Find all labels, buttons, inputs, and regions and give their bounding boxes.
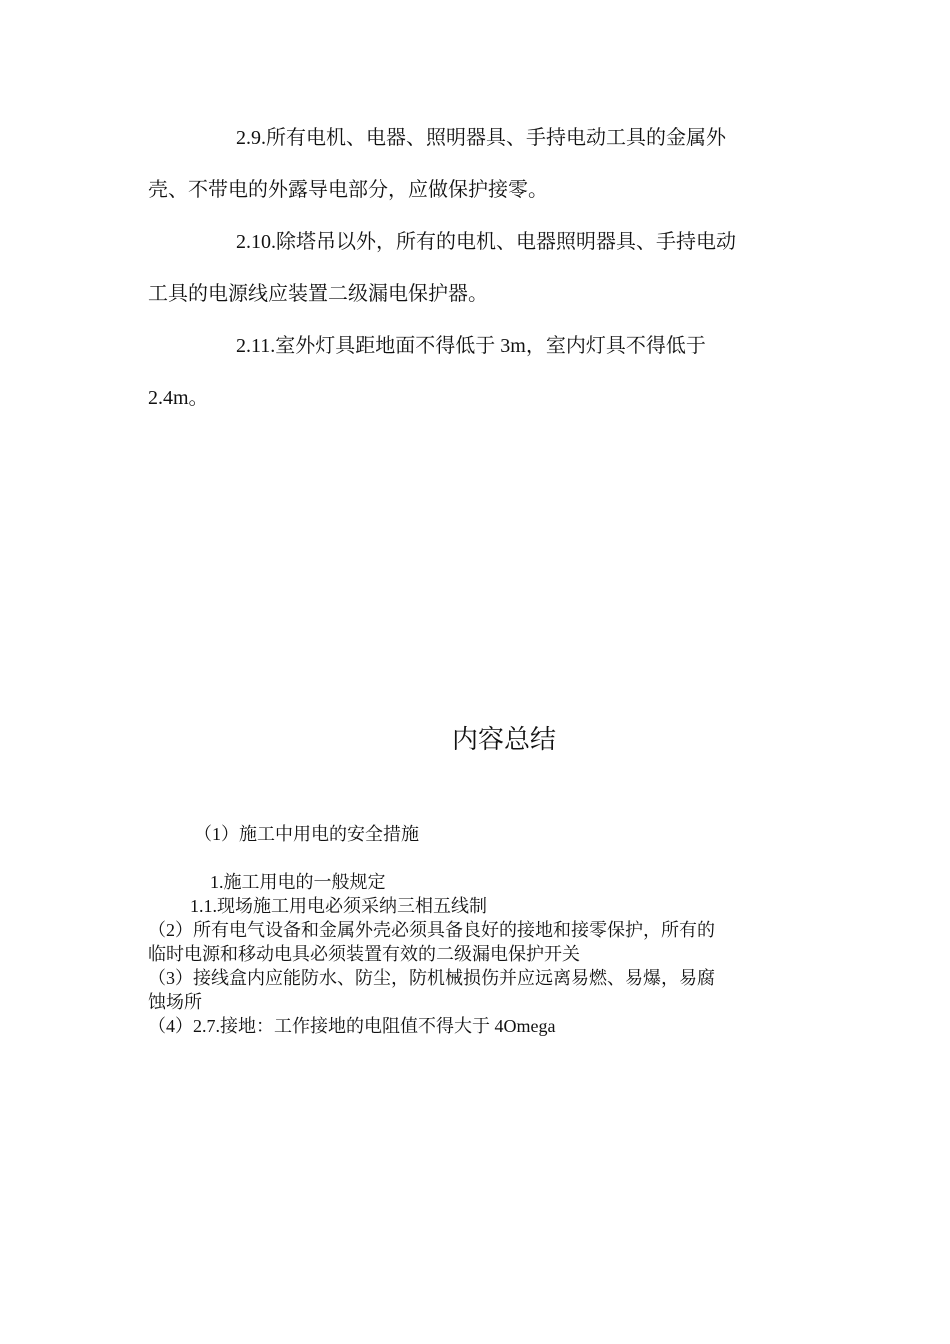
body-text	[148, 112, 808, 424]
summary-item-2-line-2: 临时电源和移动电具必须装置有效的二级漏电保护开关	[148, 944, 580, 964]
summary-item-3-line-1: （3）接线盒内应能防水、防尘，防机械损伤并应远离易燃、易爆，易腐	[148, 968, 715, 988]
paragraph-2-11-line-1: 2.11.室外灯具距地面不得低于 3m，室内灯具不得低于	[236, 335, 706, 357]
summary-item-1: （1）施工中用电的安全措施	[194, 824, 419, 844]
summary-item-1-2: 1.1.现场施工用电必须采纳三相五线制	[190, 896, 487, 916]
summary-item-4: （4）2.7.接地：工作接地的电阻值不得大于 4Omega	[148, 1016, 556, 1036]
paragraph-2-11-line-2: 2.4m。	[148, 387, 209, 409]
paragraph-2-9-line-1: 2.9.所有电机、电器、照明器具、手持电动工具的金属外	[236, 127, 726, 149]
summary-item-2-line-1: （2）所有电气设备和金属外壳必须具备良好的接地和接零保护，所有的	[148, 920, 715, 940]
paragraph-2-9-line-2: 壳、不带电的外露导电部分，应做保护接零。	[148, 179, 548, 201]
summary-title: 内容总结	[451, 725, 556, 755]
summary-item-1-1: 1.施工用电的一般规定	[210, 872, 386, 892]
summary-item-3-line-2: 蚀场所	[148, 992, 202, 1012]
paragraph-2-10-line-2: 工具的电源线应装置二级漏电保护器。	[148, 283, 488, 305]
paragraph-2-10-line-1: 2.10.除塔吊以外，所有的电机、电器照明器具、手持电动	[236, 231, 736, 253]
